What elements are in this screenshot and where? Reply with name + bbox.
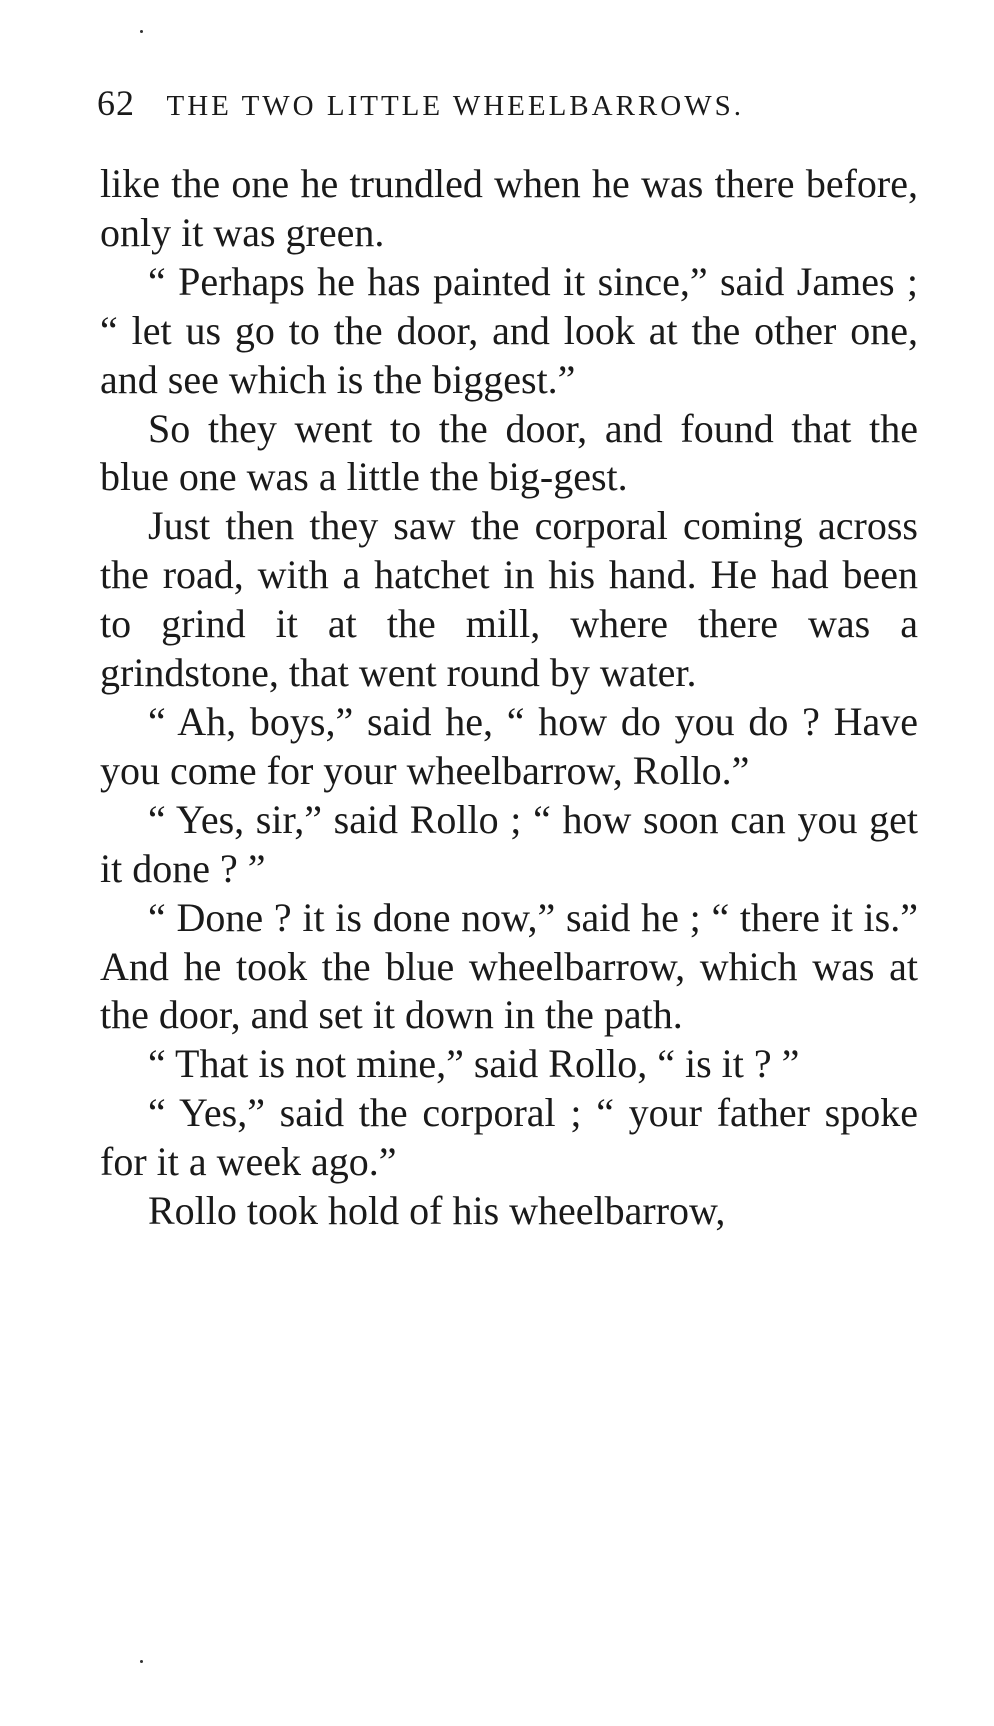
paragraph: “ Yes, sir,” said Rollo ; “ how soon can you get it done ? ” (100, 796, 918, 891)
paragraph: “ Done ? it is done now,” said he ; “ there it is.” And he took the blue wheelbarrow, which was at the door, and set it down in the path. (100, 894, 918, 1038)
page-number: 62 (97, 83, 135, 123)
page-header (97, 82, 917, 132)
paragraph: “ Ah, boys,” said he, “ how do you do ? Have you come for your wheelbarrow, Rollo.” (100, 698, 918, 793)
paragraph: “ Perhaps he has painted it since,” said James ; “ let us go to the door, and look at the other one, and see which is the biggest.” (100, 258, 918, 402)
paragraph: Rollo took hold of his wheelbarrow, (148, 1188, 726, 1234)
running-title: THE TWO LITTLE WHEELBARROWS. (166, 90, 744, 122)
paragraph: “ Yes,” said the corporal ; “ your father spoke for it a week ago.” (100, 1090, 918, 1185)
print-speck (140, 30, 143, 33)
paragraph: Just then they saw the corporal coming across the road, with a hatchet in his hand. He had been to grind it at the mill, where there was a grindstone, that went round by water. (100, 503, 918, 696)
body-text (100, 160, 918, 1236)
paragraph: So they went to the door, and found that the blue one was a little the big-gest. (100, 405, 918, 500)
print-speck (140, 1660, 143, 1663)
paragraph: “ That is not mine,” said Rollo, “ is it ? ” (148, 1041, 800, 1087)
paragraph: like the one he trundled when he was there before, only it was green. (100, 161, 918, 255)
